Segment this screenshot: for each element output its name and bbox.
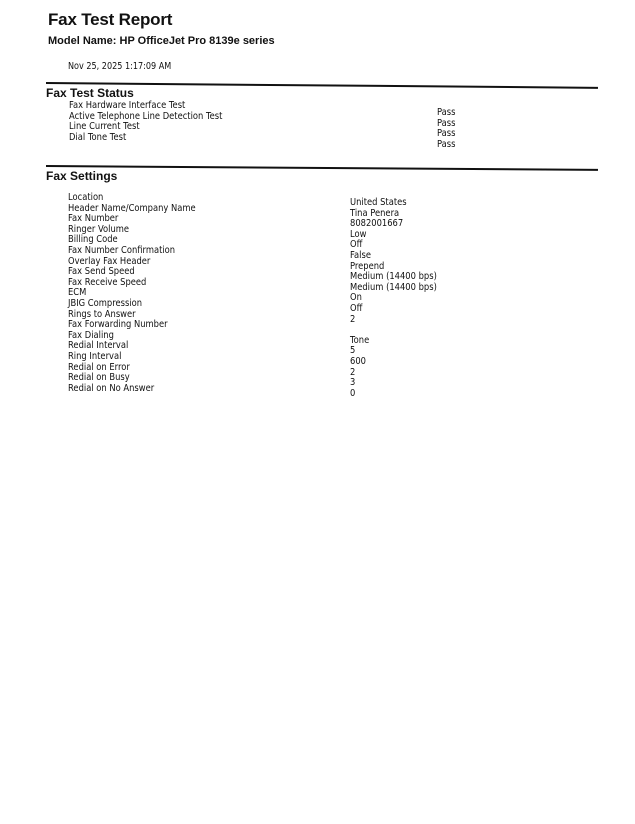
setting-label: Fax Number Confirmation bbox=[68, 244, 176, 256]
setting-value: 0 bbox=[350, 387, 356, 399]
setting-value: 3 bbox=[350, 377, 356, 389]
status-label: Fax Hardware Interface Test bbox=[69, 100, 186, 111]
setting-value: Off bbox=[350, 302, 363, 314]
divider bbox=[46, 165, 598, 171]
setting-value: Medium (14400 bps) bbox=[350, 271, 437, 283]
setting-value: Tina Penera bbox=[350, 207, 400, 219]
settings-labels bbox=[68, 193, 196, 394]
setting-label: Billing Code bbox=[68, 234, 118, 246]
setting-label: Fax Receive Speed bbox=[68, 276, 147, 288]
status-value: Pass bbox=[437, 117, 456, 129]
setting-label: Ringer Volume bbox=[68, 223, 130, 235]
setting-label: Fax Dialing bbox=[68, 329, 114, 341]
setting-value: 2 bbox=[350, 313, 356, 325]
setting-value: On bbox=[350, 292, 362, 304]
setting-label: Fax Send Speed bbox=[68, 266, 135, 278]
setting-value: 2 bbox=[350, 366, 356, 378]
status-labels bbox=[69, 101, 222, 143]
status-value: Pass bbox=[437, 138, 456, 150]
setting-value: False bbox=[350, 249, 371, 261]
setting-value: Off bbox=[350, 239, 363, 251]
setting-label: Redial on Busy bbox=[68, 372, 130, 384]
setting-value: Low bbox=[350, 228, 367, 240]
setting-value: 600 bbox=[350, 355, 366, 367]
setting-label: Header Name/Company Name bbox=[68, 202, 196, 214]
setting-label: Overlay Fax Header bbox=[68, 255, 151, 267]
setting-label: Redial on No Answer bbox=[68, 382, 155, 394]
setting-label: Location bbox=[68, 192, 104, 203]
setting-label: Ring Interval bbox=[68, 350, 122, 362]
settings-values bbox=[350, 198, 437, 399]
setting-value: United States bbox=[350, 197, 407, 208]
status-label: Line Current Test bbox=[69, 121, 140, 133]
setting-label: Rings to Answer bbox=[68, 308, 136, 320]
status-values bbox=[437, 108, 456, 150]
setting-label: Redial on Error bbox=[68, 361, 130, 373]
setting-value: 8082001667 bbox=[350, 218, 404, 230]
setting-value: Medium (14400 bps) bbox=[350, 281, 437, 293]
report-date: Nov 25, 2025 1:17:09 AM bbox=[68, 61, 172, 72]
setting-value: 5 bbox=[350, 345, 356, 357]
setting-label: ECM bbox=[68, 287, 87, 299]
status-section-title: Fax Test Status bbox=[46, 86, 134, 100]
setting-value: Tone bbox=[350, 334, 370, 346]
model-name: Model Name: HP OfficeJet Pro 8139e series bbox=[48, 35, 275, 47]
status-value: Pass bbox=[437, 128, 456, 140]
setting-label: Fax Forwarding Number bbox=[68, 319, 168, 331]
settings-section-title: Fax Settings bbox=[46, 169, 118, 183]
setting-label: Redial Interval bbox=[68, 340, 129, 352]
setting-value: Prepend bbox=[350, 260, 385, 272]
status-value: Pass bbox=[437, 107, 456, 118]
setting-label: Fax Number bbox=[68, 213, 119, 225]
setting-label: JBIG Compression bbox=[68, 297, 143, 309]
report-title: Fax Test Report bbox=[48, 10, 173, 29]
status-label: Active Telephone Line Detection Test bbox=[69, 110, 223, 122]
status-label: Dial Tone Test bbox=[69, 131, 127, 143]
